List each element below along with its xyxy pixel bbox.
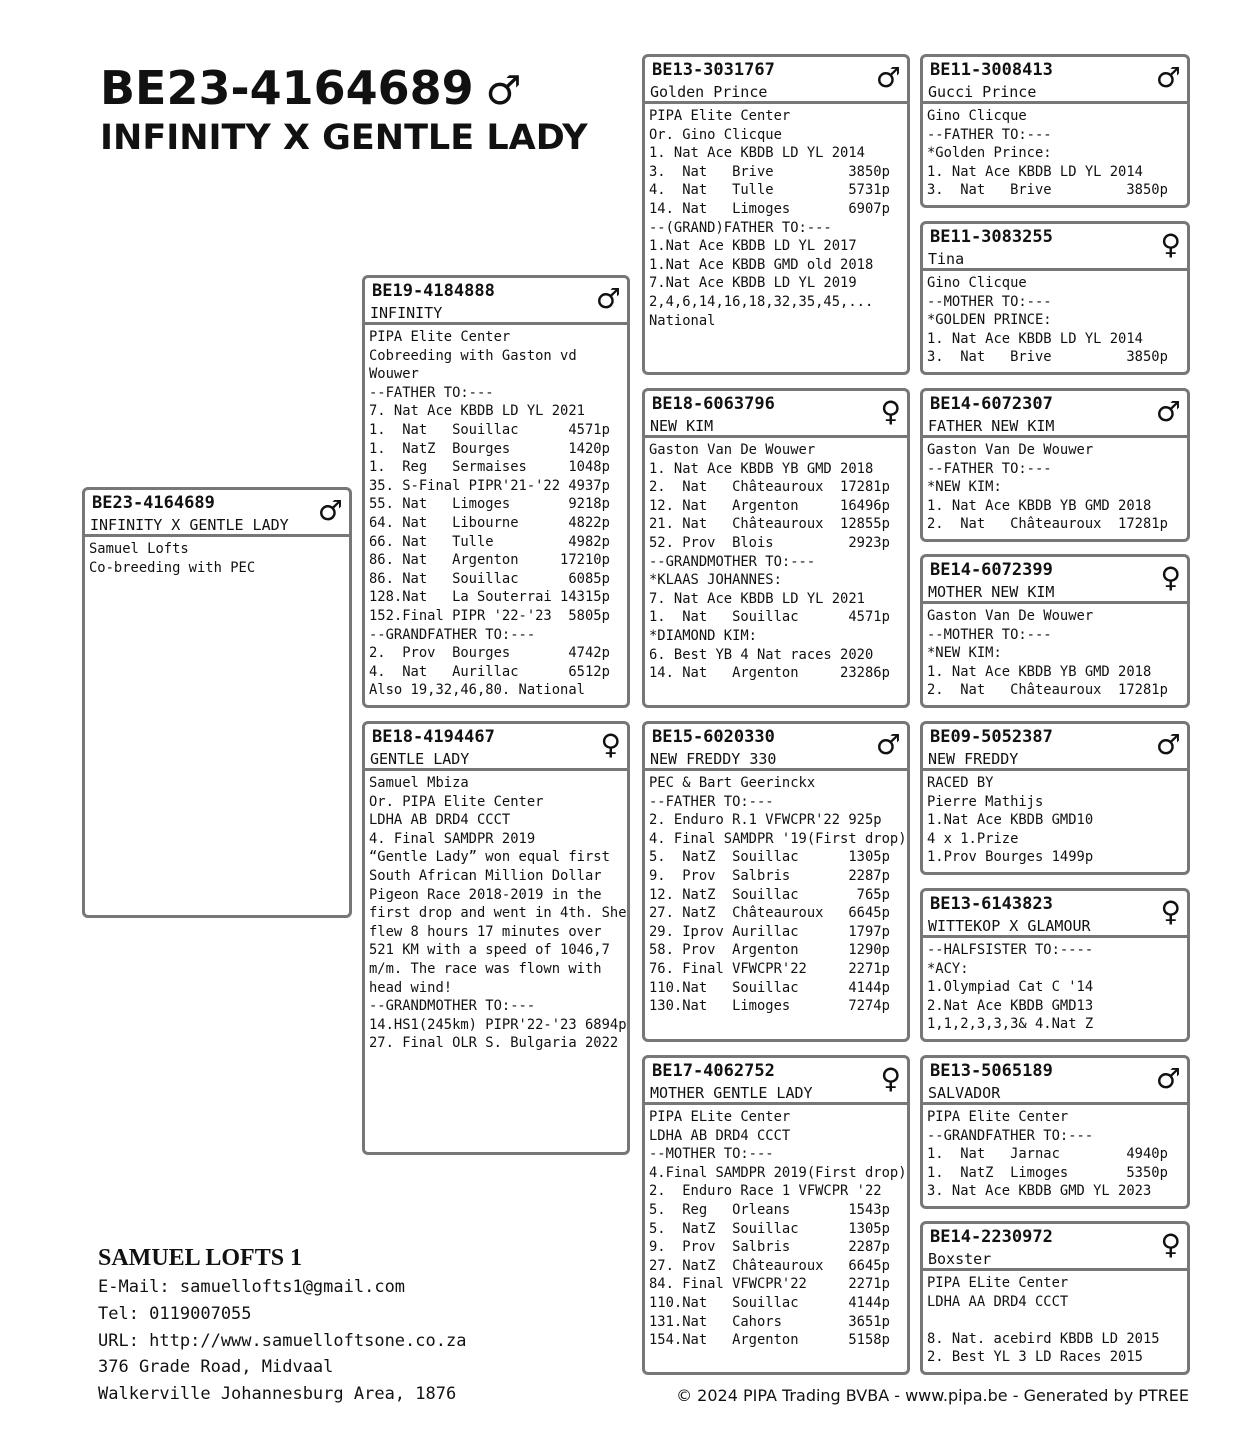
ring-number: BE18-4194467 — [372, 727, 495, 747]
owner-name: SAMUEL LOFTS 1 — [98, 1245, 303, 1271]
pigeon-card-ss-sire[interactable] — [920, 54, 1190, 208]
pigeon-name: FATHER NEW KIM — [928, 417, 1055, 435]
pigeon-card-dam[interactable] — [362, 721, 630, 1155]
pigeon-card-dd-dam[interactable] — [920, 1221, 1190, 1375]
pigeon-card-sire-sire[interactable] — [642, 54, 910, 375]
ring-number: BE15-6020330 — [652, 727, 775, 747]
male-icon: ♂ — [875, 61, 901, 94]
pigeon-name: Tina — [928, 250, 965, 268]
male-icon: ♂ — [1155, 1062, 1181, 1095]
pigeon-info: PIPA ELite Center LDHA AA DRD4 CCCT 8. Nat. acebird KBDB LD 2015 2. Best YL 3 LD Races 2015 — [927, 1275, 1160, 1366]
pigeon-name: NEW KIM — [650, 417, 714, 435]
pigeon-name: NEW FREDDY 330 — [650, 750, 777, 768]
pigeon-info: Gaston Van De Wouwer --MOTHER TO:--- *NEW KIM: 1. Nat Ace KBDB YB GMD 2018 2. Nat Châteauroux 17281p — [927, 608, 1168, 699]
pigeon-card-dam-sire[interactable] — [642, 721, 910, 1042]
ring-number: BE23-4164689 — [92, 493, 215, 513]
pedigree-title-ring: BE23-4164689 ♂ — [100, 61, 522, 115]
copyright-footer: © 2024 PIPA Trading BVBA - www.pipa.be - Generated by PTREE — [676, 1386, 1189, 1405]
ring-number: BE19-4184888 — [372, 281, 495, 301]
pigeon-info: PEC & Bart Geerinckx --FATHER TO:--- 2. Enduro R.1 VFWCPR'22 925p 4. Final SAMDPR '19(First drop) 5. NatZ Souillac 1305p 9. Prov Salbris 2287p 12. NatZ Souillac 765p 27. NatZ Châteauroux 6645p 29. Iprov Aurillac 1797p 58. Prov Argenton 1290p 76. Final VFWCPR'22 2271p 110.Nat Souillac 4144p 130.Nat Limoges 7274p — [649, 775, 907, 1015]
ring-number: BE11-3008413 — [930, 60, 1053, 80]
female-icon: ♀ — [1160, 228, 1181, 261]
female-icon: ♀ — [1160, 561, 1181, 594]
pigeon-info: --HALFSISTER TO:---- *ACY: 1.Olympiad Cat C '14 2.Nat Ace KBDB GMD13 1,1,2,3,3,3& 4.Nat Z — [927, 942, 1094, 1033]
pigeon-name: Boxster — [928, 1250, 992, 1268]
owner-address-line-2: Walkerville Johannesburg Area, 1876 — [98, 1384, 457, 1405]
pigeon-name: MOTHER GENTLE LADY — [650, 1084, 813, 1102]
female-icon: ♀ — [1160, 1228, 1181, 1261]
pigeon-name: Gucci Prince — [928, 83, 1037, 101]
ring-number: BE13-6143823 — [930, 894, 1053, 914]
pigeon-card-dam-dam[interactable] — [642, 1055, 910, 1375]
pigeon-card-sire-dam[interactable] — [642, 388, 910, 708]
owner-address-line-1: 376 Grade Road, Midvaal — [98, 1357, 334, 1378]
pigeon-name: WITTEKOP X GLAMOUR — [928, 917, 1091, 935]
pigeon-info: Gino Clicque --FATHER TO:--- *Golden Prince: 1. Nat Ace KBDB LD YL 2014 3. Nat Brive 3850p — [927, 108, 1168, 199]
pigeon-card-dd-sire[interactable] — [920, 1055, 1190, 1209]
ring-number: BE11-3083255 — [930, 227, 1053, 247]
pigeon-card-ds-sire[interactable] — [920, 721, 1190, 875]
pigeon-info: PIPA Elite Center Cobreeding with Gaston vd Wouwer --FATHER TO:--- 7. Nat Ace KBDB LD YL 2021 1. Nat Souillac 4571p 1. NatZ Bourges 1420p 1. Reg Sermaises 1048p 35. S-Final PIPR'21-'22 4937p 55. Nat Limoges 9218p 64. Nat Libourne 4822p 66. Nat Tulle 4982p 86. Nat Argenton 17210p 86. Nat Souillac 6085p 128.Nat La Souterrai 14315p 152.Final PIPR '22-'23 5805p --GRANDFATHER TO:--- 2. Prov Bourges 4742p 4. Nat Aurillac 6512p Also 19,32,46,80. National — [369, 329, 610, 699]
ring-number: BE14-6072307 — [930, 394, 1053, 414]
pigeon-info: Gaston Van De Wouwer --FATHER TO:--- *NEW KIM: 1. Nat Ace KBDB YB GMD 2018 2. Nat Châteauroux 17281p — [927, 442, 1168, 533]
ring-number: BE18-6063796 — [652, 394, 775, 414]
ring-number: BE14-2230972 — [930, 1227, 1053, 1247]
male-icon: ♂ — [1155, 395, 1181, 428]
male-icon: ♂ — [595, 282, 621, 315]
pigeon-name: INFINITY — [370, 304, 443, 322]
pigeon-info: PIPA Elite Center --GRANDFATHER TO:--- 1. Nat Jarnac 4940p 1. NatZ Limoges 5350p 3. Nat Ace KBDB GMD YL 2023 — [927, 1109, 1168, 1200]
pigeon-name: INFINITY X GENTLE LADY — [90, 516, 289, 534]
pigeon-name: Golden Prince — [650, 83, 768, 101]
female-icon: ♀ — [600, 728, 621, 761]
pigeon-info: Samuel Mbiza Or. PIPA Elite Center LDHA AB DRD4 CCCT 4. Final SAMDPR 2019 “Gentle Lady” won equal first South African Million Dollar Pigeon Race 2018-2019 in the first drop and went in 4th. She flew 8 hours 17 minutes over 521 KM with a speed of 1046,7 m/m. The race was flown with head wind! --GRANDMOTHER TO:--- 14.HS1(245km) PIPR'22-'23 6894p 27. Final OLR S. Bulgaria 2022 — [369, 775, 627, 1052]
pigeon-card-subject[interactable] — [82, 487, 352, 918]
ring-number: BE14-6072399 — [930, 560, 1053, 580]
pigeon-name: GENTLE LADY — [370, 750, 470, 768]
pigeon-card-ds-dam[interactable] — [920, 888, 1190, 1042]
pigeon-card-sd-dam[interactable] — [920, 554, 1190, 708]
pigeon-name: NEW FREDDY — [928, 750, 1019, 768]
ring-number: BE13-3031767 — [652, 60, 775, 80]
male-icon: ♂ — [485, 68, 522, 114]
female-icon: ♀ — [880, 1062, 901, 1095]
owner-url[interactable]: URL: http://www.samuelloftsone.co.za — [98, 1330, 467, 1351]
pigeon-name: MOTHER NEW KIM — [928, 583, 1055, 601]
pigeon-name: SALVADOR — [928, 1084, 1001, 1102]
ring-number: BE13-5065189 — [930, 1061, 1053, 1081]
owner-contact — [98, 1242, 466, 1408]
pigeon-info: Samuel Lofts Co-breeding with PEC — [89, 541, 256, 576]
pigeon-card-sire[interactable] — [362, 275, 630, 708]
female-icon: ♀ — [880, 395, 901, 428]
pigeon-info: Gino Clicque --MOTHER TO:--- *GOLDEN PRINCE: 1. Nat Ace KBDB LD YL 2014 3. Nat Brive 3850p — [927, 275, 1168, 366]
owner-email[interactable]: E-Mail: samuellofts1@gmail.com — [98, 1277, 406, 1297]
male-icon: ♂ — [875, 728, 901, 761]
ring-number: BE09-5052387 — [930, 727, 1053, 747]
pigeon-card-sd-sire[interactable] — [920, 388, 1190, 542]
ring-number: BE17-4062752 — [652, 1061, 775, 1081]
pigeon-info: PIPA ELite Center LDHA AB DRD4 CCCT --MOTHER TO:--- 4.Final SAMDPR 2019(First drop) 2. Enduro Race 1 VFWCPR '22 5. Reg Orleans 1543p 5. NatZ Souillac 1305p 9. Prov Salbris 2287p 27. NatZ Châteauroux 6645p 84. Final VFWCPR'22 2271p 110.Nat Souillac 4144p 131.Nat Cahors 3651p 154.Nat Argenton 5158p — [649, 1109, 907, 1349]
pigeon-info: RACED BY Pierre Mathijs 1.Nat Ace KBDB GMD10 4 x 1.Prize 1.Prov Bourges 1499p — [927, 775, 1094, 866]
pigeon-card-ss-dam[interactable] — [920, 221, 1190, 375]
pigeon-info: PIPA Elite Center Or. Gino Clicque 1. Nat Ace KBDB LD YL 2014 3. Nat Brive 3850p 4. Nat Tulle 5731p 14. Nat Limoges 6907p --(GRAND)FATHER TO:--- 1.Nat Ace KBDB LD YL 2017 1.Nat Ace KBDB GMD old 2018 7.Nat Ace KBDB LD YL 2019 2,4,6,14,16,18,32,35,45,... National — [649, 108, 890, 329]
owner-phone[interactable]: Tel: 0119007055 — [98, 1303, 252, 1324]
pedigree-title-name: INFINITY X GENTLE LADY — [100, 118, 588, 158]
male-icon: ♂ — [317, 494, 343, 527]
male-icon: ♂ — [1155, 728, 1181, 761]
male-icon: ♂ — [1155, 61, 1181, 94]
pigeon-info: Gaston Van De Wouwer 1. Nat Ace KBDB YB GMD 2018 2. Nat Châteauroux 17281p 12. Nat Argenton 16496p 21. Nat Châteauroux 12855p 52. Prov Blois 2923p --GRANDMOTHER TO:--- *KLAAS JOHANNES: 7. Nat Ace KBDB LD YL 2021 1. Nat Souillac 4571p *DIAMOND KIM: 6. Best YB 4 Nat races 2020 14. Nat Argenton 23286p — [649, 442, 890, 682]
female-icon: ♀ — [1160, 895, 1181, 928]
